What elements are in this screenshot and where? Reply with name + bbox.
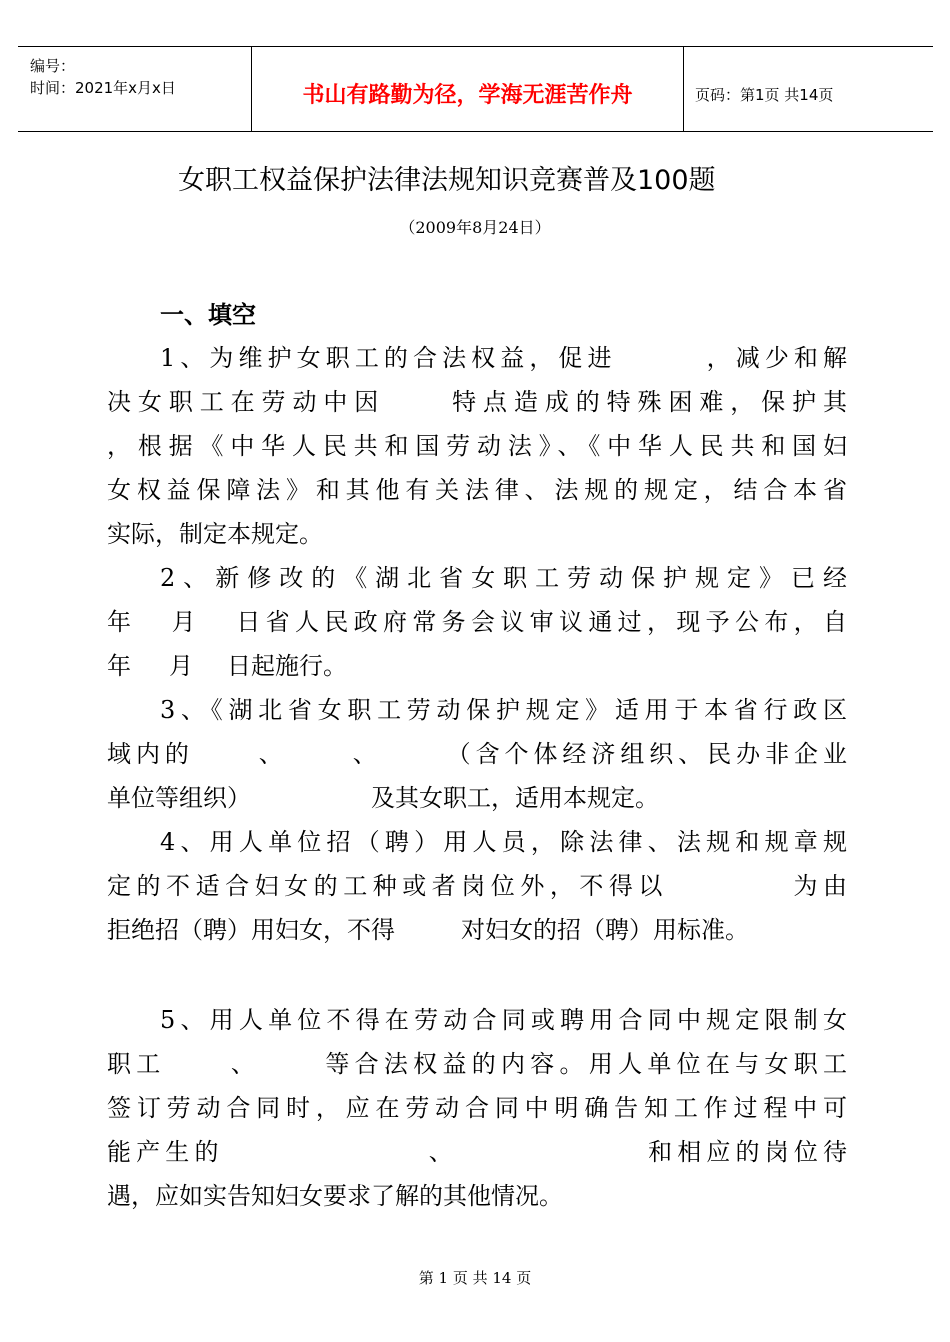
q5-line-1: 5、用人单位不得在劳动合同或聘用合同中规定限制女 (160, 1006, 847, 1034)
document-time-label: 时间：2021年x月x日 (30, 79, 176, 97)
q4-line-2 (107, 864, 847, 908)
q5-text: 、 (225, 1050, 261, 1078)
q2-text: 月 (166, 608, 202, 636)
q2-text: 日起施行。 (227, 652, 347, 680)
document-date: （2009年8月24日） (399, 218, 551, 237)
q3-line-3 (107, 776, 847, 820)
header-page-cell (683, 47, 933, 131)
q4-text: 拒绝招（聘）用妇女，不得 (107, 916, 395, 944)
q2-text: 年 (107, 608, 137, 636)
q2-text: 月 (169, 652, 193, 680)
q3-text: 及其女职工，适用本规定。 (371, 784, 659, 812)
q5-line-3: 签订劳动合同时，应在劳动合同中明确告知工作过程中可 (107, 1094, 847, 1122)
q5-line-5: 遇，应如实告知妇女要求了解的其他情况。 (107, 1182, 563, 1210)
q2-line-3 (107, 644, 847, 688)
document-title: 女职工权益保护法律法规知识竞赛普及100题 (178, 165, 716, 196)
q4-line-1: 4、用人单位招（聘）用人员，除法律、法规和规章规 (160, 828, 847, 856)
q2-text: 日省人民政府常务会议审议通过，现予公布，自 (231, 608, 848, 636)
q4-text: 为由 (787, 872, 848, 900)
q4-text: 对妇女的招（聘）用标准。 (461, 916, 749, 944)
header-meta-cell (18, 47, 251, 131)
q3-text: （含个体经济组织、民办非企业 (441, 740, 848, 768)
q1-line-1 (160, 336, 847, 380)
q1-text: 特点造成的特殊困难，保护其 (445, 388, 848, 416)
q1-line-5: 实际，制定本规定。 (107, 520, 323, 548)
q3-line-2 (107, 732, 847, 776)
q5-text: 职工 (107, 1050, 166, 1078)
page-footer: 第 1 页 共 14 页 (418, 1269, 532, 1287)
q2-line-2 (107, 600, 847, 644)
q3-text: 、 (253, 740, 288, 768)
q3-line-1: 3、《湖北省女职工劳动保护规定》适用于本省行政区 (160, 696, 847, 724)
q4-line-3 (107, 908, 847, 952)
q1-line-2 (107, 380, 847, 424)
header-bar (18, 46, 933, 132)
header-motto-cell (251, 47, 684, 131)
q1-text: 1、为维护女职工的合法权益，促进 (160, 344, 617, 372)
q3-text: 域内的 (107, 740, 194, 768)
q2-text: 年 (107, 652, 131, 680)
q1-line-4: 女权益保障法》和其他有关法律、法规的规定，结合本省 (107, 476, 847, 504)
q2-line-1: 2、新修改的《湖北省女职工劳动保护规定》已经 (160, 564, 847, 592)
q5-text: 能产生的 (107, 1138, 224, 1166)
header-motto: 书山有路勤为径，学海无涯苦作舟 (302, 83, 633, 108)
q5-text: 和相应的岗位待 (642, 1138, 848, 1166)
document-number-label: 编号： (30, 57, 76, 75)
q1-text: 决女职工在劳动中因 (107, 388, 386, 416)
q3-text: 、 (347, 740, 382, 768)
q5-line-2 (107, 1042, 847, 1086)
q5-text: 、 (423, 1138, 458, 1166)
q4-text: 定的不适合妇女的工种或者岗位外，不得以 (107, 872, 668, 900)
q5-line-4 (107, 1130, 847, 1174)
q5-text: 等合法权益的内容。用人单位在与女职工 (320, 1050, 848, 1078)
q1-text: ，减少和解 (701, 344, 847, 372)
q3-text: 单位等组织） (107, 784, 251, 812)
q1-line-3: ，根据《中华人民共和国劳动法》、《中华人民共和国妇 (107, 432, 847, 460)
header-page-label: 页码：第1页 共14页 (695, 86, 834, 104)
section-heading: 一、填空 (160, 301, 256, 329)
